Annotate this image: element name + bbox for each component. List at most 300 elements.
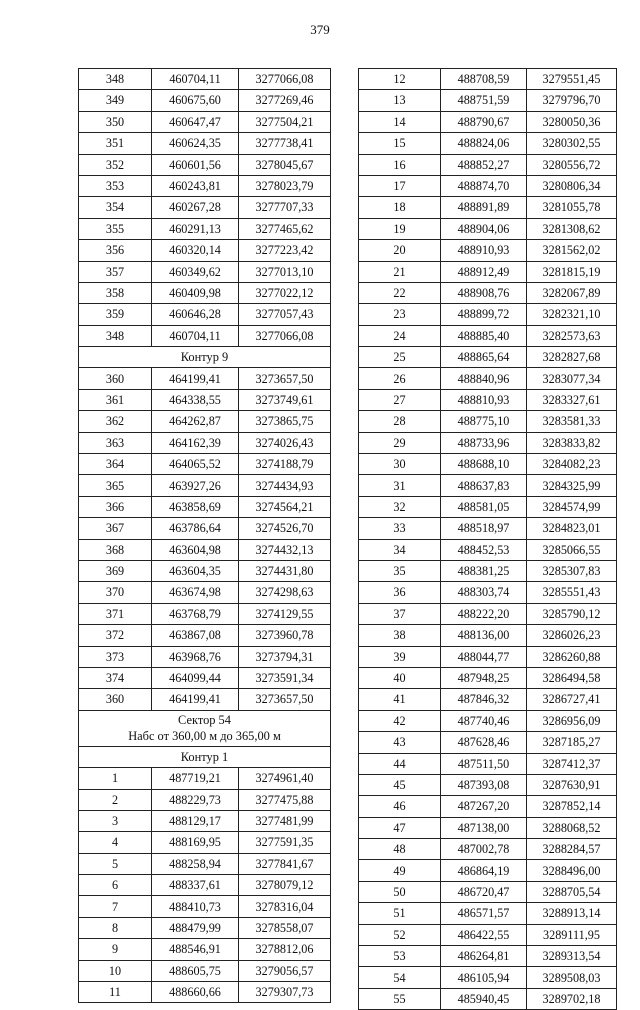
x-coordinate-cell: 463927,26	[152, 475, 239, 496]
y-coordinate-cell: 3273749,61	[239, 389, 331, 410]
y-coordinate-cell: 3286494,58	[527, 667, 617, 688]
coordinate-row	[79, 154, 331, 175]
point-number-cell: 30	[359, 454, 441, 475]
point-number-cell: 12	[359, 69, 441, 90]
y-coordinate-cell: 3281055,78	[527, 197, 617, 218]
coordinate-row	[79, 810, 331, 831]
y-coordinate-cell: 3286727,41	[527, 689, 617, 710]
coordinate-row	[79, 646, 331, 667]
coordinate-row	[359, 689, 617, 710]
x-coordinate-cell: 488337,61	[152, 875, 239, 896]
y-coordinate-cell: 3273657,50	[239, 689, 331, 710]
point-number-cell: 52	[359, 924, 441, 945]
x-coordinate-cell: 488452,53	[441, 539, 527, 560]
coordinate-row	[359, 539, 617, 560]
x-coordinate-cell: 464262,87	[152, 411, 239, 432]
y-coordinate-cell: 3277504,21	[239, 111, 331, 132]
coordinate-row	[359, 753, 617, 774]
y-coordinate-cell: 3278558,07	[239, 917, 331, 938]
y-coordinate-cell: 3281815,19	[527, 261, 617, 282]
point-number-cell: 46	[359, 796, 441, 817]
y-coordinate-cell: 3274526,70	[239, 518, 331, 539]
point-number-cell: 20	[359, 240, 441, 261]
y-coordinate-cell: 3286956,09	[527, 710, 617, 731]
coordinate-row	[359, 582, 617, 603]
x-coordinate-cell: 487138,00	[441, 817, 527, 838]
y-coordinate-cell: 3287630,91	[527, 774, 617, 795]
y-coordinate-cell: 3277223,42	[239, 240, 331, 261]
coordinate-row	[79, 325, 331, 346]
x-coordinate-cell: 460243,81	[152, 175, 239, 196]
coordinate-row	[359, 175, 617, 196]
point-number-cell: 3	[79, 810, 152, 831]
point-number-cell: 11	[79, 982, 152, 1003]
point-number-cell: 352	[79, 154, 152, 175]
y-coordinate-cell: 3274961,40	[239, 768, 331, 789]
point-number-cell: 8	[79, 917, 152, 938]
section-header-line: Контур 9	[180, 350, 229, 365]
coordinate-row	[79, 832, 331, 853]
y-coordinate-cell: 3274564,21	[239, 496, 331, 517]
coordinate-row	[359, 432, 617, 453]
y-coordinate-cell: 3277738,41	[239, 133, 331, 154]
x-coordinate-cell: 464338,55	[152, 389, 239, 410]
coordinate-row	[79, 582, 331, 603]
coordinate-row	[359, 774, 617, 795]
x-coordinate-cell: 460291,13	[152, 218, 239, 239]
x-coordinate-cell: 486571,57	[441, 903, 527, 924]
point-number-cell: 51	[359, 903, 441, 924]
x-coordinate-cell: 487719,21	[152, 768, 239, 789]
section-header-line: Сектор 54	[178, 713, 231, 728]
point-number-cell: 28	[359, 411, 441, 432]
point-number-cell: 2	[79, 789, 152, 810]
x-coordinate-cell: 488904,06	[441, 218, 527, 239]
y-coordinate-cell: 3273657,50	[239, 368, 331, 389]
y-coordinate-cell: 3280302,55	[527, 133, 617, 154]
coordinate-row	[79, 261, 331, 282]
coordinate-row	[359, 111, 617, 132]
y-coordinate-cell: 3274298,63	[239, 582, 331, 603]
coordinate-row	[79, 304, 331, 325]
point-number-cell: 361	[79, 389, 152, 410]
x-coordinate-cell: 487846,32	[441, 689, 527, 710]
coordinate-row	[79, 625, 331, 646]
coordinate-row	[79, 475, 331, 496]
y-coordinate-cell: 3273865,75	[239, 411, 331, 432]
coordinate-row	[79, 560, 331, 581]
point-number-cell: 363	[79, 432, 152, 453]
point-number-cell: 33	[359, 518, 441, 539]
coordinate-row	[79, 853, 331, 874]
y-coordinate-cell: 3278045,67	[239, 154, 331, 175]
point-number-cell: 374	[79, 667, 152, 688]
point-number-cell: 358	[79, 282, 152, 303]
x-coordinate-cell: 464065,52	[152, 454, 239, 475]
point-number-cell: 39	[359, 646, 441, 667]
coordinate-row	[79, 539, 331, 560]
x-coordinate-cell: 488410,73	[152, 896, 239, 917]
coordinates-table-right	[358, 68, 617, 1010]
coordinate-row	[359, 839, 617, 860]
point-number-cell: 19	[359, 218, 441, 239]
coordinate-row	[79, 368, 331, 389]
point-number-cell: 7	[79, 896, 152, 917]
point-number-cell: 349	[79, 90, 152, 111]
point-number-cell: 31	[359, 475, 441, 496]
coordinate-row	[359, 197, 617, 218]
x-coordinate-cell: 488044,77	[441, 646, 527, 667]
x-coordinate-cell: 488637,83	[441, 475, 527, 496]
x-coordinate-cell: 488136,00	[441, 625, 527, 646]
y-coordinate-cell: 3273794,31	[239, 646, 331, 667]
coordinate-row	[79, 282, 331, 303]
y-coordinate-cell: 3284574,99	[527, 496, 617, 517]
y-coordinate-cell: 3277591,35	[239, 832, 331, 853]
point-number-cell: 6	[79, 875, 152, 896]
x-coordinate-cell: 464099,44	[152, 667, 239, 688]
y-coordinate-cell: 3277707,33	[239, 197, 331, 218]
x-coordinate-cell: 463674,98	[152, 582, 239, 603]
coordinates-table-left	[78, 68, 331, 1003]
y-coordinate-cell: 3279796,70	[527, 90, 617, 111]
coordinate-row	[359, 646, 617, 667]
coordinate-row	[359, 903, 617, 924]
coordinate-row	[359, 796, 617, 817]
coordinate-row	[79, 432, 331, 453]
x-coordinate-cell: 486422,55	[441, 924, 527, 945]
coordinate-row	[359, 218, 617, 239]
x-coordinate-cell: 463786,64	[152, 518, 239, 539]
x-coordinate-cell: 486105,94	[441, 967, 527, 988]
point-number-cell: 357	[79, 261, 152, 282]
y-coordinate-cell: 3274432,13	[239, 539, 331, 560]
y-coordinate-cell: 3285307,83	[527, 560, 617, 581]
point-number-cell: 355	[79, 218, 152, 239]
x-coordinate-cell: 463858,69	[152, 496, 239, 517]
x-coordinate-cell: 464199,41	[152, 689, 239, 710]
point-number-cell: 356	[79, 240, 152, 261]
y-coordinate-cell: 3279551,45	[527, 69, 617, 90]
x-coordinate-cell: 485940,45	[441, 988, 527, 1009]
point-number-cell: 27	[359, 389, 441, 410]
point-number-cell: 49	[359, 860, 441, 881]
x-coordinate-cell: 488222,20	[441, 603, 527, 624]
x-coordinate-cell: 460704,11	[152, 69, 239, 90]
x-coordinate-cell: 488381,25	[441, 560, 527, 581]
coordinate-row	[79, 240, 331, 261]
y-coordinate-cell: 3282067,89	[527, 282, 617, 303]
x-coordinate-cell: 463867,08	[152, 625, 239, 646]
x-coordinate-cell: 487267,20	[441, 796, 527, 817]
y-coordinate-cell: 3273591,34	[239, 667, 331, 688]
section-header-cell	[79, 746, 331, 767]
coordinate-row	[359, 496, 617, 517]
y-coordinate-cell: 3273960,78	[239, 625, 331, 646]
section-header-row	[79, 746, 331, 767]
point-number-cell: 21	[359, 261, 441, 282]
coordinate-row	[359, 732, 617, 753]
x-coordinate-cell: 460647,47	[152, 111, 239, 132]
y-coordinate-cell: 3287852,14	[527, 796, 617, 817]
point-number-cell: 53	[359, 946, 441, 967]
y-coordinate-cell: 3288496,00	[527, 860, 617, 881]
point-number-cell: 13	[359, 90, 441, 111]
coordinate-row	[79, 960, 331, 981]
point-number-cell: 367	[79, 518, 152, 539]
x-coordinate-cell: 488518,97	[441, 518, 527, 539]
x-coordinate-cell: 460349,62	[152, 261, 239, 282]
coordinate-row	[359, 454, 617, 475]
point-number-cell: 40	[359, 667, 441, 688]
y-coordinate-cell: 3279307,73	[239, 982, 331, 1003]
point-number-cell: 34	[359, 539, 441, 560]
point-number-cell: 4	[79, 832, 152, 853]
point-number-cell: 50	[359, 881, 441, 902]
coordinate-row	[359, 69, 617, 90]
x-coordinate-cell: 488688,10	[441, 454, 527, 475]
y-coordinate-cell: 3278812,06	[239, 939, 331, 960]
coordinate-row	[79, 454, 331, 475]
x-coordinate-cell: 488912,49	[441, 261, 527, 282]
y-coordinate-cell: 3279056,57	[239, 960, 331, 981]
coordinate-row	[359, 154, 617, 175]
point-number-cell: 47	[359, 817, 441, 838]
x-coordinate-cell: 460704,11	[152, 325, 239, 346]
x-coordinate-cell: 486264,81	[441, 946, 527, 967]
y-coordinate-cell: 3284823,01	[527, 518, 617, 539]
x-coordinate-cell: 488790,67	[441, 111, 527, 132]
x-coordinate-cell: 488891,89	[441, 197, 527, 218]
point-number-cell: 36	[359, 582, 441, 603]
coordinate-row	[359, 368, 617, 389]
coordinate-row	[359, 988, 617, 1009]
point-number-cell: 55	[359, 988, 441, 1009]
section-header-row	[79, 347, 331, 368]
point-number-cell: 29	[359, 432, 441, 453]
coordinate-row	[79, 133, 331, 154]
section-header-row	[79, 710, 331, 746]
point-number-cell: 365	[79, 475, 152, 496]
y-coordinate-cell: 3283077,34	[527, 368, 617, 389]
point-number-cell: 348	[79, 69, 152, 90]
x-coordinate-cell: 487511,50	[441, 753, 527, 774]
point-number-cell: 360	[79, 368, 152, 389]
coordinate-row	[359, 90, 617, 111]
coordinate-row	[359, 560, 617, 581]
y-coordinate-cell: 3283833,82	[527, 432, 617, 453]
x-coordinate-cell: 488910,93	[441, 240, 527, 261]
y-coordinate-cell: 3274431,80	[239, 560, 331, 581]
point-number-cell: 354	[79, 197, 152, 218]
y-coordinate-cell: 3278023,79	[239, 175, 331, 196]
coordinate-row	[359, 518, 617, 539]
coordinate-row	[79, 689, 331, 710]
point-number-cell: 43	[359, 732, 441, 753]
y-coordinate-cell: 3274434,93	[239, 475, 331, 496]
coordinate-row	[79, 875, 331, 896]
coordinate-row	[359, 881, 617, 902]
point-number-cell: 370	[79, 582, 152, 603]
point-number-cell: 38	[359, 625, 441, 646]
section-header-line: Набс от 360,00 м до 365,00 м	[128, 729, 281, 744]
coordinate-row	[359, 710, 617, 731]
y-coordinate-cell: 3288705,54	[527, 881, 617, 902]
coordinate-row	[79, 982, 331, 1003]
y-coordinate-cell: 3274129,55	[239, 603, 331, 624]
x-coordinate-cell: 463604,98	[152, 539, 239, 560]
point-number-cell: 362	[79, 411, 152, 432]
coordinate-row	[359, 389, 617, 410]
x-coordinate-cell: 488129,17	[152, 810, 239, 831]
y-coordinate-cell: 3280556,72	[527, 154, 617, 175]
coordinate-row	[79, 389, 331, 410]
section-header-cell	[79, 347, 331, 368]
point-number-cell: 37	[359, 603, 441, 624]
coordinate-row	[79, 69, 331, 90]
x-coordinate-cell: 488708,59	[441, 69, 527, 90]
point-number-cell: 359	[79, 304, 152, 325]
y-coordinate-cell: 3286260,88	[527, 646, 617, 667]
coordinate-row	[359, 667, 617, 688]
y-coordinate-cell: 3280050,36	[527, 111, 617, 132]
x-coordinate-cell: 460409,98	[152, 282, 239, 303]
x-coordinate-cell: 488258,94	[152, 853, 239, 874]
x-coordinate-cell: 460267,28	[152, 197, 239, 218]
y-coordinate-cell: 3289702,18	[527, 988, 617, 1009]
y-coordinate-cell: 3281308,62	[527, 218, 617, 239]
y-coordinate-cell: 3284082,23	[527, 454, 617, 475]
point-number-cell: 348	[79, 325, 152, 346]
x-coordinate-cell: 488899,72	[441, 304, 527, 325]
y-coordinate-cell: 3288284,57	[527, 839, 617, 860]
y-coordinate-cell: 3277066,08	[239, 325, 331, 346]
x-coordinate-cell: 488810,93	[441, 389, 527, 410]
page-number: 379	[310, 22, 330, 37]
point-number-cell: 24	[359, 325, 441, 346]
x-coordinate-cell: 463768,79	[152, 603, 239, 624]
y-coordinate-cell: 3278079,12	[239, 875, 331, 896]
point-number-cell: 371	[79, 603, 152, 624]
x-coordinate-cell: 488908,76	[441, 282, 527, 303]
coordinate-row	[359, 304, 617, 325]
y-coordinate-cell: 3277481,99	[239, 810, 331, 831]
point-number-cell: 373	[79, 646, 152, 667]
y-coordinate-cell: 3289111,95	[527, 924, 617, 945]
coordinate-row	[359, 967, 617, 988]
x-coordinate-cell: 488840,96	[441, 368, 527, 389]
point-number-cell: 17	[359, 175, 441, 196]
y-coordinate-cell: 3282321,10	[527, 304, 617, 325]
x-coordinate-cell: 487002,78	[441, 839, 527, 860]
point-number-cell: 15	[359, 133, 441, 154]
y-coordinate-cell: 3277269,46	[239, 90, 331, 111]
point-number-cell: 54	[359, 967, 441, 988]
coordinate-row	[359, 347, 617, 368]
coordinate-row	[359, 475, 617, 496]
x-coordinate-cell: 460601,56	[152, 154, 239, 175]
x-coordinate-cell: 460675,60	[152, 90, 239, 111]
x-coordinate-cell: 488852,27	[441, 154, 527, 175]
x-coordinate-cell: 488660,66	[152, 982, 239, 1003]
y-coordinate-cell: 3287185,27	[527, 732, 617, 753]
point-number-cell: 351	[79, 133, 152, 154]
y-coordinate-cell: 3289508,03	[527, 967, 617, 988]
coordinate-row	[359, 133, 617, 154]
x-coordinate-cell: 486864,19	[441, 860, 527, 881]
coordinate-row	[359, 325, 617, 346]
x-coordinate-cell: 464162,39	[152, 432, 239, 453]
y-coordinate-cell: 3285790,12	[527, 603, 617, 624]
coordinate-row	[359, 261, 617, 282]
y-coordinate-cell: 3277841,67	[239, 853, 331, 874]
x-coordinate-cell: 488479,99	[152, 917, 239, 938]
x-coordinate-cell: 460646,28	[152, 304, 239, 325]
x-coordinate-cell: 487948,25	[441, 667, 527, 688]
point-number-cell: 25	[359, 347, 441, 368]
point-number-cell: 44	[359, 753, 441, 774]
y-coordinate-cell: 3274188,79	[239, 454, 331, 475]
x-coordinate-cell: 488605,75	[152, 960, 239, 981]
point-number-cell: 350	[79, 111, 152, 132]
y-coordinate-cell: 3285551,43	[527, 582, 617, 603]
y-coordinate-cell: 3288913,14	[527, 903, 617, 924]
x-coordinate-cell: 488824,06	[441, 133, 527, 154]
x-coordinate-cell: 488874,70	[441, 175, 527, 196]
coordinate-row	[359, 411, 617, 432]
y-coordinate-cell: 3282573,63	[527, 325, 617, 346]
y-coordinate-cell: 3283581,33	[527, 411, 617, 432]
coordinate-row	[79, 518, 331, 539]
point-number-cell: 22	[359, 282, 441, 303]
coordinate-row	[79, 939, 331, 960]
x-coordinate-cell: 488751,59	[441, 90, 527, 111]
coordinate-row	[79, 917, 331, 938]
y-coordinate-cell: 3285066,55	[527, 539, 617, 560]
x-coordinate-cell: 464199,41	[152, 368, 239, 389]
x-coordinate-cell: 488865,64	[441, 347, 527, 368]
point-number-cell: 18	[359, 197, 441, 218]
y-coordinate-cell: 3277475,88	[239, 789, 331, 810]
coordinate-row	[79, 496, 331, 517]
x-coordinate-cell: 488581,05	[441, 496, 527, 517]
point-number-cell: 23	[359, 304, 441, 325]
point-number-cell: 366	[79, 496, 152, 517]
x-coordinate-cell: 463968,76	[152, 646, 239, 667]
point-number-cell: 9	[79, 939, 152, 960]
y-coordinate-cell: 3278316,04	[239, 896, 331, 917]
coordinate-row	[79, 768, 331, 789]
x-coordinate-cell: 487740,46	[441, 710, 527, 731]
coordinate-row	[79, 667, 331, 688]
x-coordinate-cell: 488775,10	[441, 411, 527, 432]
x-coordinate-cell: 488733,96	[441, 432, 527, 453]
coordinate-row	[359, 860, 617, 881]
x-coordinate-cell: 487628,46	[441, 732, 527, 753]
coordinate-row	[79, 896, 331, 917]
point-number-cell: 45	[359, 774, 441, 795]
y-coordinate-cell: 3277022,12	[239, 282, 331, 303]
point-number-cell: 26	[359, 368, 441, 389]
x-coordinate-cell: 460320,14	[152, 240, 239, 261]
y-coordinate-cell: 3288068,52	[527, 817, 617, 838]
point-number-cell: 5	[79, 853, 152, 874]
coordinate-row	[359, 625, 617, 646]
section-header-line: Контур 1	[180, 749, 229, 764]
x-coordinate-cell: 486720,47	[441, 881, 527, 902]
y-coordinate-cell: 3283327,61	[527, 389, 617, 410]
point-number-cell: 364	[79, 454, 152, 475]
